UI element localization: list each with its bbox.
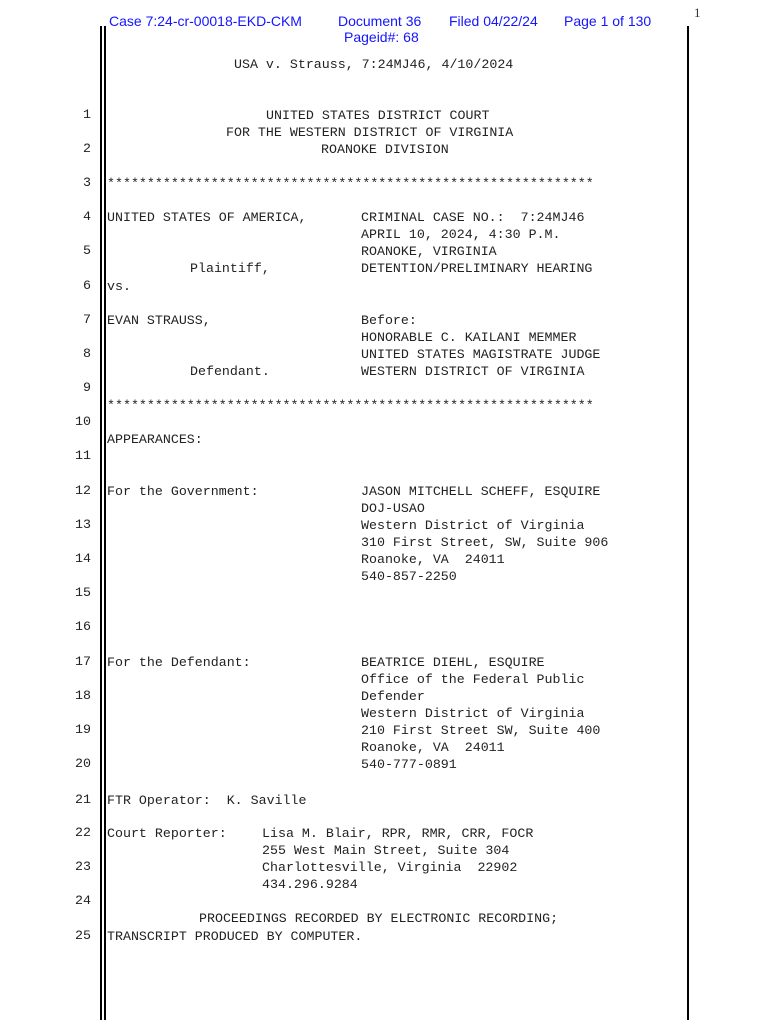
line-number: 10 — [75, 414, 91, 429]
line-number: 5 — [83, 243, 91, 258]
recording-note: PROCEEDINGS RECORDED BY ELECTRONIC RECORDING; — [199, 911, 559, 926]
line-number: 16 — [75, 619, 91, 634]
line-number: 24 — [75, 893, 91, 908]
line-number: 8 — [83, 346, 91, 361]
right-border — [687, 26, 689, 1020]
separator-bottom: ************************************************************* — [107, 398, 594, 413]
defendant-counsel-line: BEATRICE DIEHL, ESQUIRE — [361, 655, 545, 670]
line-number: 23 — [75, 859, 91, 874]
case-number-line: CRIMINAL CASE NO.: 7:24MJ46 — [361, 210, 585, 225]
plaintiff-name: UNITED STATES OF AMERICA, — [107, 210, 307, 225]
line-number: 4 — [83, 209, 91, 224]
line-number: 1 — [83, 107, 91, 122]
government-line: 540-857-2250 — [361, 569, 457, 584]
government-line: Western District of Virginia — [361, 518, 585, 533]
filed-date: Filed 04/22/24 — [449, 13, 538, 29]
line-number: 21 — [75, 792, 91, 807]
court-title: UNITED STATES DISTRICT COURT — [266, 108, 490, 123]
government-line: DOJ-USAO — [361, 501, 425, 516]
line-number: 22 — [75, 825, 91, 840]
court-reporter-line: 434.296.9284 — [262, 877, 358, 892]
hearing-date: APRIL 10, 2024, 4:30 P.M. — [361, 227, 561, 242]
line-number: 13 — [75, 517, 91, 532]
line-number: 3 — [83, 175, 91, 190]
defendant-counsel-line: 540-777-0891 — [361, 757, 457, 772]
line-number: 19 — [75, 722, 91, 737]
versus: vs. — [107, 279, 131, 294]
line-number: 25 — [75, 928, 91, 943]
line-number: 18 — [75, 688, 91, 703]
hearing-location: ROANOKE, VIRGINIA — [361, 244, 497, 259]
defendant-name: EVAN STRAUSS, — [107, 313, 211, 328]
left-border-inner — [104, 26, 106, 1020]
court-division: ROANOKE DIVISION — [321, 142, 449, 157]
line-number: 11 — [75, 448, 91, 463]
document-number: Document 36 — [338, 13, 422, 29]
defendant-counsel-line: Defender — [361, 689, 425, 704]
judge-title: UNITED STATES MAGISTRATE JUDGE — [361, 347, 601, 362]
court-district: FOR THE WESTERN DISTRICT OF VIRGINIA — [226, 125, 514, 140]
judge-district: WESTERN DISTRICT OF VIRGINIA — [361, 364, 585, 379]
court-reporter-label: Court Reporter: — [107, 826, 227, 841]
defendant-counsel-line: Western District of Virginia — [361, 706, 585, 721]
line-number: 7 — [83, 312, 91, 327]
case-number: Case 7:24-cr-00018-EKD-CKM — [109, 13, 302, 29]
plaintiff-role: Plaintiff, — [190, 261, 270, 276]
government-line: Roanoke, VA 24011 — [361, 552, 505, 567]
government-line: JASON MITCHELL SCHEFF, ESQUIRE — [361, 484, 601, 499]
line-number: 15 — [75, 585, 91, 600]
separator-top: ************************************************************* — [107, 176, 594, 191]
line-number: 14 — [75, 551, 91, 566]
judge-name: HONORABLE C. KAILANI MEMMER — [361, 330, 577, 345]
defendant-counsel-line: Office of the Federal Public — [361, 672, 585, 687]
pageid: Pageid#: 68 — [344, 29, 419, 45]
running-title: USA v. Strauss, 7:24MJ46, 4/10/2024 — [234, 57, 514, 72]
court-reporter-line: Lisa M. Blair, RPR, RMR, CRR, FOCR — [262, 826, 534, 841]
left-border-outer — [100, 26, 102, 1020]
line-number: 2 — [83, 141, 91, 156]
line-number: 17 — [75, 654, 91, 669]
line-number: 9 — [83, 380, 91, 395]
page-indicator: Page 1 of 130 — [564, 13, 652, 29]
transcript-note: TRANSCRIPT PRODUCED BY COMPUTER. — [107, 929, 363, 944]
line-number: 6 — [83, 278, 91, 293]
proceeding-type: DETENTION/PRELIMINARY HEARING — [361, 261, 593, 276]
before-label: Before: — [361, 313, 417, 328]
line-number: 12 — [75, 483, 91, 498]
defendant-counsel-line: Roanoke, VA 24011 — [361, 740, 505, 755]
defendant-counsel-line: 210 First Street SW, Suite 400 — [361, 723, 601, 738]
ftr-operator: FTR Operator: K. Saville — [107, 793, 307, 808]
page-number: 1 — [694, 5, 701, 20]
appearances-heading: APPEARANCES: — [107, 432, 203, 447]
defendant-counsel-label: For the Defendant: — [107, 655, 251, 670]
court-reporter-line: Charlottesville, Virginia 22902 — [262, 860, 518, 875]
court-reporter-line: 255 West Main Street, Suite 304 — [262, 843, 510, 858]
government-line: 310 First Street, SW, Suite 906 — [361, 535, 609, 550]
defendant-role: Defendant. — [190, 364, 270, 379]
line-number: 20 — [75, 756, 91, 771]
government-label: For the Government: — [107, 484, 259, 499]
